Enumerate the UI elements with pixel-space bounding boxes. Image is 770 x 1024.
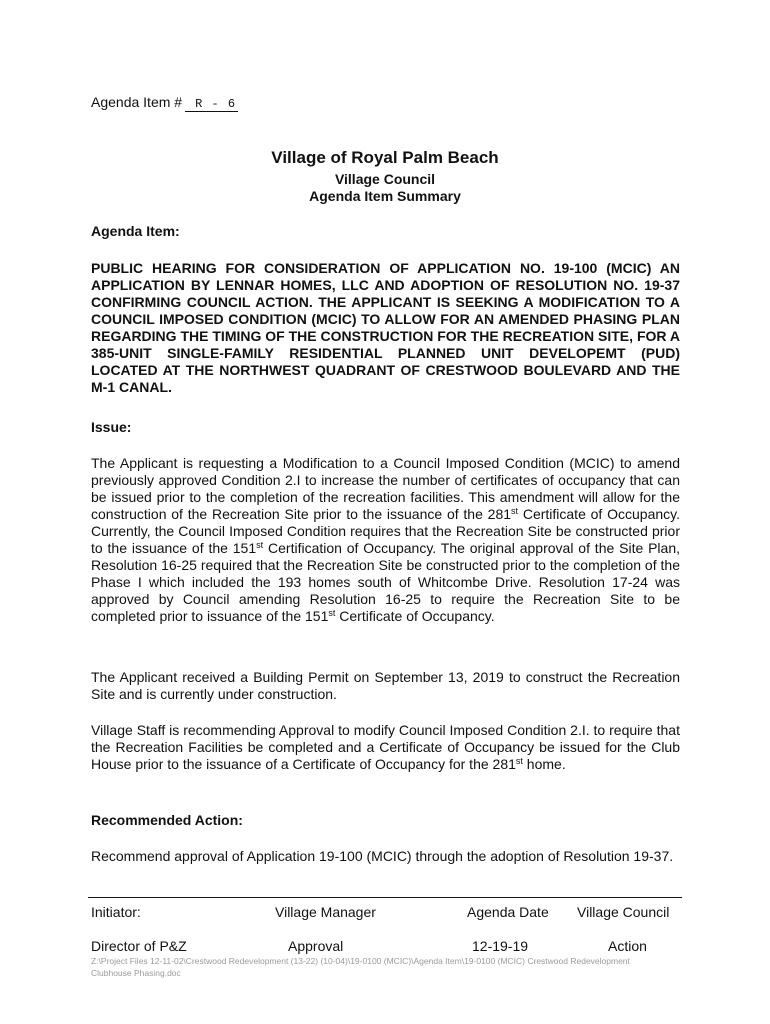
footer-village-manager-label: Village Manager [275,904,376,920]
agenda-item-number [91,94,238,112]
document-subtitle-summary: Agenda Item Summary [309,188,461,204]
footer-agenda-date-label: Agenda Date [467,904,549,920]
issue-paragraph-3: Village Staff is recommending Approval to modify Council Imposed Condition 2.I. to require that the Recreation Facilities be completed and a Certificate of Occupancy be issued for the Club House prior to the issuance of a Certificate of Occupancy for the 281st home. [91,722,680,772]
recommended-action-text: Recommend approval of Application 19-100 (MCIC) through the adoption of Resolution 19-37. [91,848,674,864]
document-subtitle-council: Village Council [334,171,436,187]
recommended-action-heading: Recommended Action: [91,812,243,828]
issue-paragraph-2: The Applicant received a Building Permit on September 13, 2019 to construct the Recreation Site and is currently under construction. [91,669,680,702]
footer-initiator-value: Director of P&Z [91,938,187,954]
agenda-item-heading: Agenda Item: [91,223,180,239]
document-title: Village of Royal Palm Beach [271,148,499,167]
agenda-item-value: R - 6 [185,97,238,112]
footer-approval-value: Approval [288,938,344,954]
issue-heading: Issue: [91,419,132,435]
issue-paragraph-1: The Applicant is requesting a Modification to a Council Imposed Condition (MCIC) to amend previously approved Condition 2.I to increase the number of certificates of occupancy that can be issued prior to the completion of the recreation facilities. This amendment will allow for the construction of the Recreation Site prior to the issuance of the 281st Certificate of Occupancy. Currently, the Council Imposed Condition requires that the Recreation Site be constructed prior to the issuance of the 151st Certification of Occupancy. The original approval of the Site Plan, Resolution 16-25 required that the Recreation Site be constructed prior to the completion of the Phase I which included the 193 homes south of Whitcombe Drive. Resolution 17-24 was approved by Council amending Resolution 16-25 to require the Recreation Site to be completed prior to issuance of the 151st Certificate of Occupancy. [91,455,680,624]
footer-divider [88,897,682,898]
agenda-item-description: PUBLIC HEARING FOR CONSIDERATION OF APPLICATION NO. 19-100 (MCIC) AN APPLICATION BY LENNAR HOMES, LLC AND ADOPTION OF RESOLUTION NO. 19-37 CONFIRMING COUNCIL ACTION. THE APPLICANT IS SEEKING A MODIFICATION TO A COUNCIL IMPOSED CONDITION (MCIC) TO ALLOW FOR AN AMENDED PHASING PLAN REGARDING THE TIMING OF THE CONSTRUCTION FOR THE RECREATION SITE, FOR A 385-UNIT SINGLE-FAMILY RESIDENTIAL PLANNED UNIT DEVELOPEMT (PUD) LOCATED AT THE NORTHWEST QUADRANT OF CRESTWOOD BOULEVARD AND THE M-1 CANAL. [91,260,680,395]
footer-agenda-date-value: 12-19-19 [472,938,529,954]
agenda-item-label: Agenda Item # [91,94,183,110]
footer-village-council-label: Village Council [577,904,670,920]
file-path: Z:\Project Files 12-11-02\Crestwood Redevelopment (13-22) (10-04)\19-0100 (MCIC)\Agenda Item\19-0100 (MCIC) Crestwood Redevelopment Clubhouse Phasing.doc [91,956,630,978]
footer-action-value: Action [608,938,647,954]
footer-initiator-label: Initiator: [91,904,141,920]
